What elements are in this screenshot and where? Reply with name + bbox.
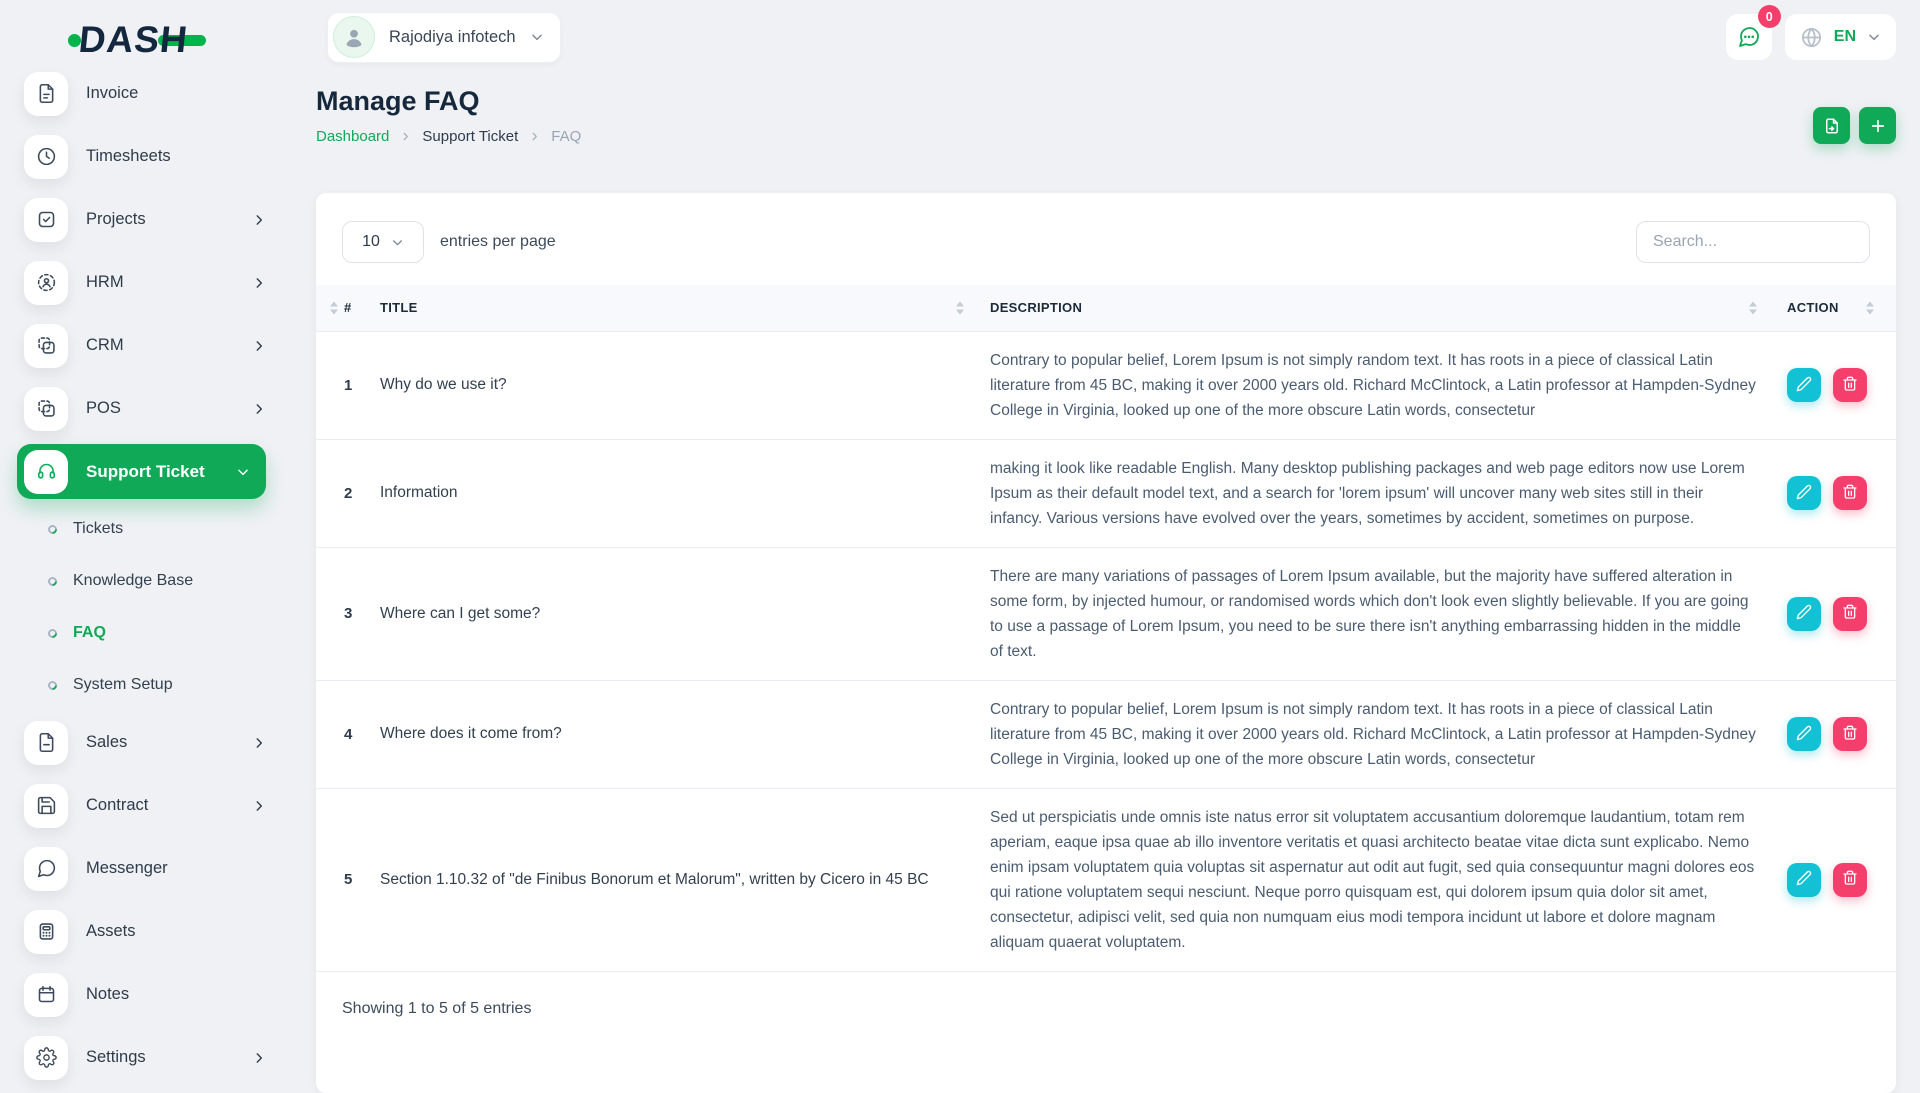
- row-description: making it look like readable English. Many desktop publishing packages and web page editors now use Lorem Ipsum as their default model text, and a search for 'lorem ipsum' will uncover many web sites still in their infancy. Various versions have evolved over the years, sometimes by accident, sometimes on purpose.: [990, 439, 1787, 547]
- entries-per-page-label: entries per page: [440, 233, 556, 250]
- sidebar-item-label: POS: [86, 399, 121, 417]
- column-header-num[interactable]: #: [316, 285, 380, 331]
- chevron-down-icon: [391, 236, 404, 249]
- sidebar-item-support-ticket[interactable]: [17, 444, 266, 499]
- pos-icon: [24, 387, 68, 431]
- bullet-icon: [46, 679, 59, 692]
- pencil-icon: [1796, 870, 1812, 889]
- sidebar-subitem-label: Tickets: [73, 520, 124, 537]
- timesheets-icon: [24, 135, 68, 179]
- row-description: Sed ut perspiciatis unde omnis iste natus error sit voluptatem accusantium doloremque laudantium, totam rem aperiam, eaque ipsa quae ab illo inventore veritatis et quasi architecto beatae vitae dicta sunt explicabo. Nemo enim ipsam voluptatem quia voluptas sit aspernatur aut odit aut fugit, sed quia consequuntur magni dolores eos qui ratione voluptatem sequi nesciunt. Neque porro quisquam est, qui dolorem ipsum quia dolor sit amet, consectetur, adipisci velit, sed quia non numquam eius modi tempora incidunt ut labore et dolore magnam aliquam quaerat voluptatem.: [990, 788, 1787, 971]
- main-area: [300, 0, 1920, 1080]
- sidebar-menu: [0, 62, 300, 1089]
- person-icon: [341, 24, 367, 50]
- sidebar-subitem-knowledge-base[interactable]: [0, 555, 300, 607]
- table-row: [316, 680, 1896, 788]
- pencil-icon: [1796, 725, 1812, 744]
- chevron-right-icon: [252, 276, 266, 290]
- sidebar-item-pos[interactable]: [0, 377, 300, 440]
- contract-icon: [24, 784, 68, 828]
- app-logo[interactable]: [68, 18, 206, 62]
- sales-icon: [24, 721, 68, 765]
- sidebar: [0, 0, 300, 1080]
- sort-icon: [330, 301, 338, 314]
- row-description: Contrary to popular belief, Lorem Ipsum is not simply random text. It has roots in a piece of classical Latin literature from 45 BC, making it over 2000 years old. Richard McClintock, a Latin professor at Hampden-Sydney College in Virginia, looked up one of the more obscure Latin words, consectetur: [990, 680, 1787, 788]
- bullet-icon: [46, 627, 59, 640]
- table-row: [316, 788, 1896, 971]
- sidebar-item-hrm[interactable]: [0, 251, 300, 314]
- search-input[interactable]: [1653, 233, 1853, 251]
- pencil-icon: [1796, 484, 1812, 503]
- language-selector[interactable]: [1785, 14, 1896, 60]
- bullet-icon: [46, 523, 59, 536]
- messages-button[interactable]: [1726, 9, 1773, 60]
- delete-button[interactable]: [1833, 368, 1867, 402]
- support-icon: [24, 450, 68, 494]
- sidebar-item-label: Contract: [86, 796, 149, 814]
- trash-icon: [1842, 725, 1858, 744]
- row-title: Information: [380, 439, 990, 547]
- sidebar-item-label: Timesheets: [86, 147, 171, 165]
- sidebar-item-label: Messenger: [86, 859, 168, 877]
- row-number: 3: [316, 547, 380, 680]
- trash-icon: [1842, 376, 1858, 395]
- sidebar-item-invoice[interactable]: [0, 62, 300, 125]
- sidebar-item-label: Support Ticket: [86, 461, 205, 481]
- breadcrumb-dashboard[interactable]: Dashboard: [316, 128, 390, 145]
- table-row: [316, 331, 1896, 439]
- chevron-right-icon: [252, 1051, 266, 1065]
- sidebar-item-sales[interactable]: [0, 711, 300, 774]
- breadcrumb-current: FAQ: [551, 128, 582, 145]
- chevron-right-icon: [400, 131, 411, 142]
- column-header-description[interactable]: DESCRIPTION: [990, 285, 1787, 331]
- sidebar-item-label: Assets: [86, 922, 136, 940]
- row-number: 2: [316, 439, 380, 547]
- chevron-down-icon: [1867, 30, 1881, 44]
- chevron-right-icon: [252, 799, 266, 813]
- sort-icon: [1866, 301, 1874, 314]
- assets-icon: [24, 910, 68, 954]
- sort-icon: [1749, 301, 1757, 314]
- row-description: Contrary to popular belief, Lorem Ipsum is not simply random text. It has roots in a piece of classical Latin literature from 45 BC, making it over 2000 years old. Richard McClintock, a Latin professor at Hampden-Sydney College in Virginia, looked up one of the more obscure Latin words, consectetur: [990, 331, 1787, 439]
- breadcrumb-support-ticket[interactable]: Support Ticket: [422, 128, 519, 145]
- export-icon: [1823, 117, 1841, 135]
- sidebar-subitem-faq[interactable]: [0, 607, 300, 659]
- chevron-right-icon: [252, 213, 266, 227]
- sidebar-subitem-label: System Setup: [73, 676, 173, 693]
- sidebar-item-label: Sales: [86, 733, 128, 751]
- edit-button[interactable]: [1787, 863, 1821, 897]
- faq-table: [316, 285, 1896, 972]
- export-button[interactable]: [1813, 107, 1850, 144]
- sidebar-item-crm[interactable]: [0, 314, 300, 377]
- row-description: There are many variations of passages of Lorem Ipsum available, but the majority have suffered alteration in some form, by injected humour, or randomised words which don't look even slightly believable. If you are going to use a passage of Lorem Ipsum, you need to be sure there isn't anything embarrassing hidden in the middle of text.: [990, 547, 1787, 680]
- globe-icon: [1800, 26, 1823, 49]
- edit-button[interactable]: [1787, 717, 1821, 751]
- sidebar-item-timesheets[interactable]: [0, 125, 300, 188]
- sidebar-item-label: Notes: [86, 985, 130, 1003]
- table-footer: Showing 1 to 5 of 5 entries: [342, 999, 532, 1017]
- edit-button[interactable]: [1787, 476, 1821, 510]
- chevron-right-icon: [529, 131, 540, 142]
- pencil-icon: [1796, 376, 1812, 395]
- workspace-name: Rajodiya infotech: [389, 27, 516, 46]
- sidebar-item-messenger[interactable]: [0, 837, 300, 900]
- trash-icon: [1842, 484, 1858, 503]
- bullet-icon: [46, 575, 59, 588]
- column-header-title[interactable]: TITLE: [380, 285, 990, 331]
- table-row: [316, 547, 1896, 680]
- trash-icon: [1842, 870, 1858, 889]
- messenger-icon: [24, 847, 68, 891]
- sidebar-item-label: Projects: [86, 210, 146, 228]
- column-header-action[interactable]: ACTION: [1787, 285, 1896, 331]
- row-number: 1: [316, 331, 380, 439]
- workspace-selector[interactable]: [327, 12, 561, 63]
- page-title: Manage FAQ: [316, 86, 480, 116]
- table-row: [316, 439, 1896, 547]
- delete-button[interactable]: [1833, 476, 1867, 510]
- projects-icon: [24, 198, 68, 242]
- faq-card: [316, 193, 1896, 1093]
- chevron-right-icon: [252, 402, 266, 416]
- hrm-icon: [24, 261, 68, 305]
- pencil-icon: [1796, 604, 1812, 623]
- notes-icon: [24, 973, 68, 1017]
- sidebar-item-label: Invoice: [86, 84, 139, 102]
- row-title: Why do we use it?: [380, 331, 990, 439]
- chat-bubble-icon: [1737, 25, 1761, 49]
- notification-badge: 0: [1758, 5, 1781, 28]
- row-title: Section 1.10.32 of "de Finibus Bonorum et Malorum", written by Cicero in 45 BC: [380, 788, 990, 971]
- search-box: [1636, 221, 1870, 263]
- delete-button[interactable]: [1833, 717, 1867, 751]
- language-code: EN: [1833, 28, 1856, 45]
- entries-select-value: 10: [362, 233, 380, 250]
- sidebar-item-assets[interactable]: [0, 900, 300, 963]
- edit-button[interactable]: [1787, 368, 1821, 402]
- row-title: Where does it come from?: [380, 680, 990, 788]
- breadcrumb: [316, 128, 581, 145]
- sidebar-item-contract[interactable]: [0, 774, 300, 837]
- sidebar-subitem-system-setup[interactable]: [0, 659, 300, 711]
- sidebar-item-label: Settings: [86, 1048, 146, 1066]
- edit-button[interactable]: [1787, 597, 1821, 631]
- chevron-right-icon: [252, 339, 266, 353]
- sidebar-subitem-tickets[interactable]: [0, 503, 300, 555]
- row-number: 5: [316, 788, 380, 971]
- sidebar-item-projects[interactable]: [0, 188, 300, 251]
- sidebar-subitem-label: FAQ: [73, 624, 106, 641]
- chevron-right-icon: [252, 736, 266, 750]
- workspace-avatar: [333, 16, 375, 58]
- row-title: Where can I get some?: [380, 547, 990, 680]
- sort-icon: [956, 301, 964, 314]
- chevron-down-icon: [236, 465, 250, 479]
- sidebar-item-notes[interactable]: [0, 963, 300, 1026]
- trash-icon: [1842, 604, 1858, 623]
- chevron-down-icon: [530, 30, 544, 44]
- topbar: [327, 11, 1896, 63]
- sidebar-item-label: HRM: [86, 273, 124, 291]
- settings-icon: [24, 1036, 68, 1080]
- row-number: 4: [316, 680, 380, 788]
- sidebar-subitem-label: Knowledge Base: [73, 572, 194, 589]
- plus-icon: [1869, 117, 1887, 135]
- sidebar-item-label: CRM: [86, 336, 124, 354]
- crm-icon: [24, 324, 68, 368]
- logo-text: DASH: [76, 19, 191, 60]
- entries-per-page-select[interactable]: [342, 221, 424, 263]
- delete-button[interactable]: [1833, 597, 1867, 631]
- delete-button[interactable]: [1833, 863, 1867, 897]
- invoice-icon: [24, 72, 68, 116]
- add-faq-button[interactable]: [1859, 107, 1896, 144]
